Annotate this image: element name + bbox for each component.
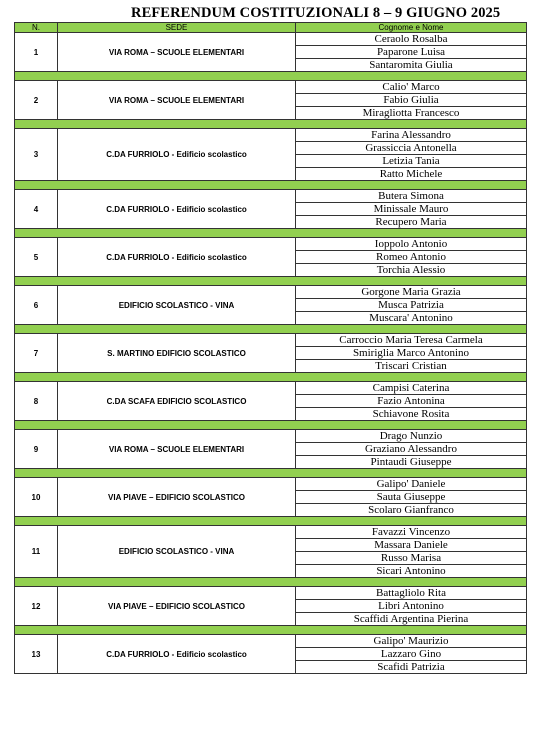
person-name: Farina Alessandro	[296, 129, 527, 142]
person-name: Galipo' Maurizio	[296, 635, 527, 648]
separator-band	[15, 229, 527, 238]
section-number: 5	[15, 238, 58, 277]
person-name: Sicari Antonino	[296, 565, 527, 578]
separator-band	[15, 277, 527, 286]
person-name: Fabio Giulia	[296, 94, 527, 107]
section-sede: VIA ROMA – SCUOLE ELEMENTARI	[58, 430, 296, 469]
section-separator	[15, 373, 527, 382]
separator-band	[15, 517, 527, 526]
person-name: Ceraolo Rosalba	[296, 33, 527, 46]
separator-band	[15, 325, 527, 334]
person-name: Drago Nunzio	[296, 430, 527, 443]
person-name: Letizia Tania	[296, 155, 527, 168]
separator-band	[15, 181, 527, 190]
section-sede: VIA PIAVE – EDIFICIO SCOLASTICO	[58, 587, 296, 626]
person-name: Pintaudi Giuseppe	[296, 456, 527, 469]
person-name: Russo Marisa	[296, 552, 527, 565]
person-name: Triscari Cristian	[296, 360, 527, 373]
table-row	[15, 190, 527, 203]
person-name: Ratto Michele	[296, 168, 527, 181]
section-sede: VIA PIAVE – EDIFICIO SCOLASTICO	[58, 478, 296, 517]
separator-band	[15, 578, 527, 587]
person-name: Scafidi Patrizia	[296, 661, 527, 674]
person-name: Romeo Antonio	[296, 251, 527, 264]
section-sede: C.DA SCAFA EDIFICIO SCOLASTICO	[58, 382, 296, 421]
person-name: Smiriglia Marco Antonino	[296, 347, 527, 360]
person-name: Lazzaro Gino	[296, 648, 527, 661]
person-name: Grassiccia Antonella	[296, 142, 527, 155]
person-name: Recupero Maria	[296, 216, 527, 229]
section-sede: S. MARTINO EDIFICIO SCOLASTICO	[58, 334, 296, 373]
section-number: 9	[15, 430, 58, 469]
table-row	[15, 238, 527, 251]
section-separator	[15, 181, 527, 190]
separator-band	[15, 373, 527, 382]
person-name: Schiavone Rosita	[296, 408, 527, 421]
section-sede: EDIFICIO SCOLASTICO - VINA	[58, 526, 296, 578]
section-separator	[15, 421, 527, 430]
separator-band	[15, 421, 527, 430]
section-number: 6	[15, 286, 58, 325]
section-number: 10	[15, 478, 58, 517]
section-number: 2	[15, 81, 58, 120]
section-separator	[15, 229, 527, 238]
person-name: Favazzi Vincenzo	[296, 526, 527, 539]
table-body	[15, 23, 527, 674]
section-sede: VIA ROMA – SCUOLE ELEMENTARI	[58, 81, 296, 120]
section-sede: C.DA FURRIOLO - Edificio scolastico	[58, 238, 296, 277]
table-row	[15, 526, 527, 539]
table-row	[15, 33, 527, 46]
table-row	[15, 81, 527, 94]
separator-band	[15, 120, 527, 129]
person-name: Muscara' Antonino	[296, 312, 527, 325]
person-name: Massara Daniele	[296, 539, 527, 552]
section-separator	[15, 469, 527, 478]
header-num: N.	[15, 23, 58, 33]
person-name: Torchia Alessio	[296, 264, 527, 277]
person-name: Sauta Giuseppe	[296, 491, 527, 504]
table-header-row	[15, 23, 527, 33]
section-separator	[15, 325, 527, 334]
section-sede: EDIFICIO SCOLASTICO - VINA	[58, 286, 296, 325]
person-name: Scaffidi Argentina Pierina	[296, 613, 527, 626]
section-number: 1	[15, 33, 58, 72]
header-sede: SEDE	[58, 23, 296, 33]
section-separator	[15, 517, 527, 526]
section-separator	[15, 277, 527, 286]
section-separator	[15, 578, 527, 587]
section-number: 12	[15, 587, 58, 626]
person-name: Ioppolo Antonio	[296, 238, 527, 251]
section-separator	[15, 626, 527, 635]
section-number: 13	[15, 635, 58, 674]
separator-band	[15, 72, 527, 81]
section-sede: C.DA FURRIOLO - Edificio scolastico	[58, 129, 296, 181]
person-name: Battagliolo Rita	[296, 587, 527, 600]
person-name: Libri Antonino	[296, 600, 527, 613]
table-row	[15, 478, 527, 491]
person-name: Carroccio Maria Teresa Carmela	[296, 334, 527, 347]
table-row	[15, 129, 527, 142]
table-row	[15, 587, 527, 600]
separator-band	[15, 626, 527, 635]
scrutatori-table	[14, 22, 527, 674]
person-name: Musca Patrizia	[296, 299, 527, 312]
person-name: Gorgone Maria Grazia	[296, 286, 527, 299]
section-sede: C.DA FURRIOLO - Edificio scolastico	[58, 190, 296, 229]
page-title: REFERENDUM COSTITUZIONALI 8 – 9 GIUGNO 2025	[131, 5, 501, 21]
person-name: Santaromita Giulia	[296, 59, 527, 72]
person-name: Butera Simona	[296, 190, 527, 203]
person-name: Minissale Mauro	[296, 203, 527, 216]
section-number: 4	[15, 190, 58, 229]
section-number: 7	[15, 334, 58, 373]
separator-band	[15, 469, 527, 478]
person-name: Campisi Caterina	[296, 382, 527, 395]
person-name: Miragliotta Francesco	[296, 107, 527, 120]
section-number: 3	[15, 129, 58, 181]
section-number: 11	[15, 526, 58, 578]
section-sede: VIA ROMA – SCUOLE ELEMENTARI	[58, 33, 296, 72]
table-row	[15, 382, 527, 395]
table-row	[15, 286, 527, 299]
table-row	[15, 430, 527, 443]
section-number: 8	[15, 382, 58, 421]
person-name: Paparone Luisa	[296, 46, 527, 59]
header-names: Cognome e Nome	[296, 23, 527, 33]
person-name: Fazio Antonina	[296, 395, 527, 408]
person-name: Scolaro Gianfranco	[296, 504, 527, 517]
person-name: Calio' Marco	[296, 81, 527, 94]
table-row	[15, 334, 527, 347]
table-row	[15, 635, 527, 648]
person-name: Galipo' Daniele	[296, 478, 527, 491]
person-name: Graziano Alessandro	[296, 443, 527, 456]
section-separator	[15, 72, 527, 81]
section-separator	[15, 120, 527, 129]
section-sede: C.DA FURRIOLO - Edificio scolastico	[58, 635, 296, 674]
